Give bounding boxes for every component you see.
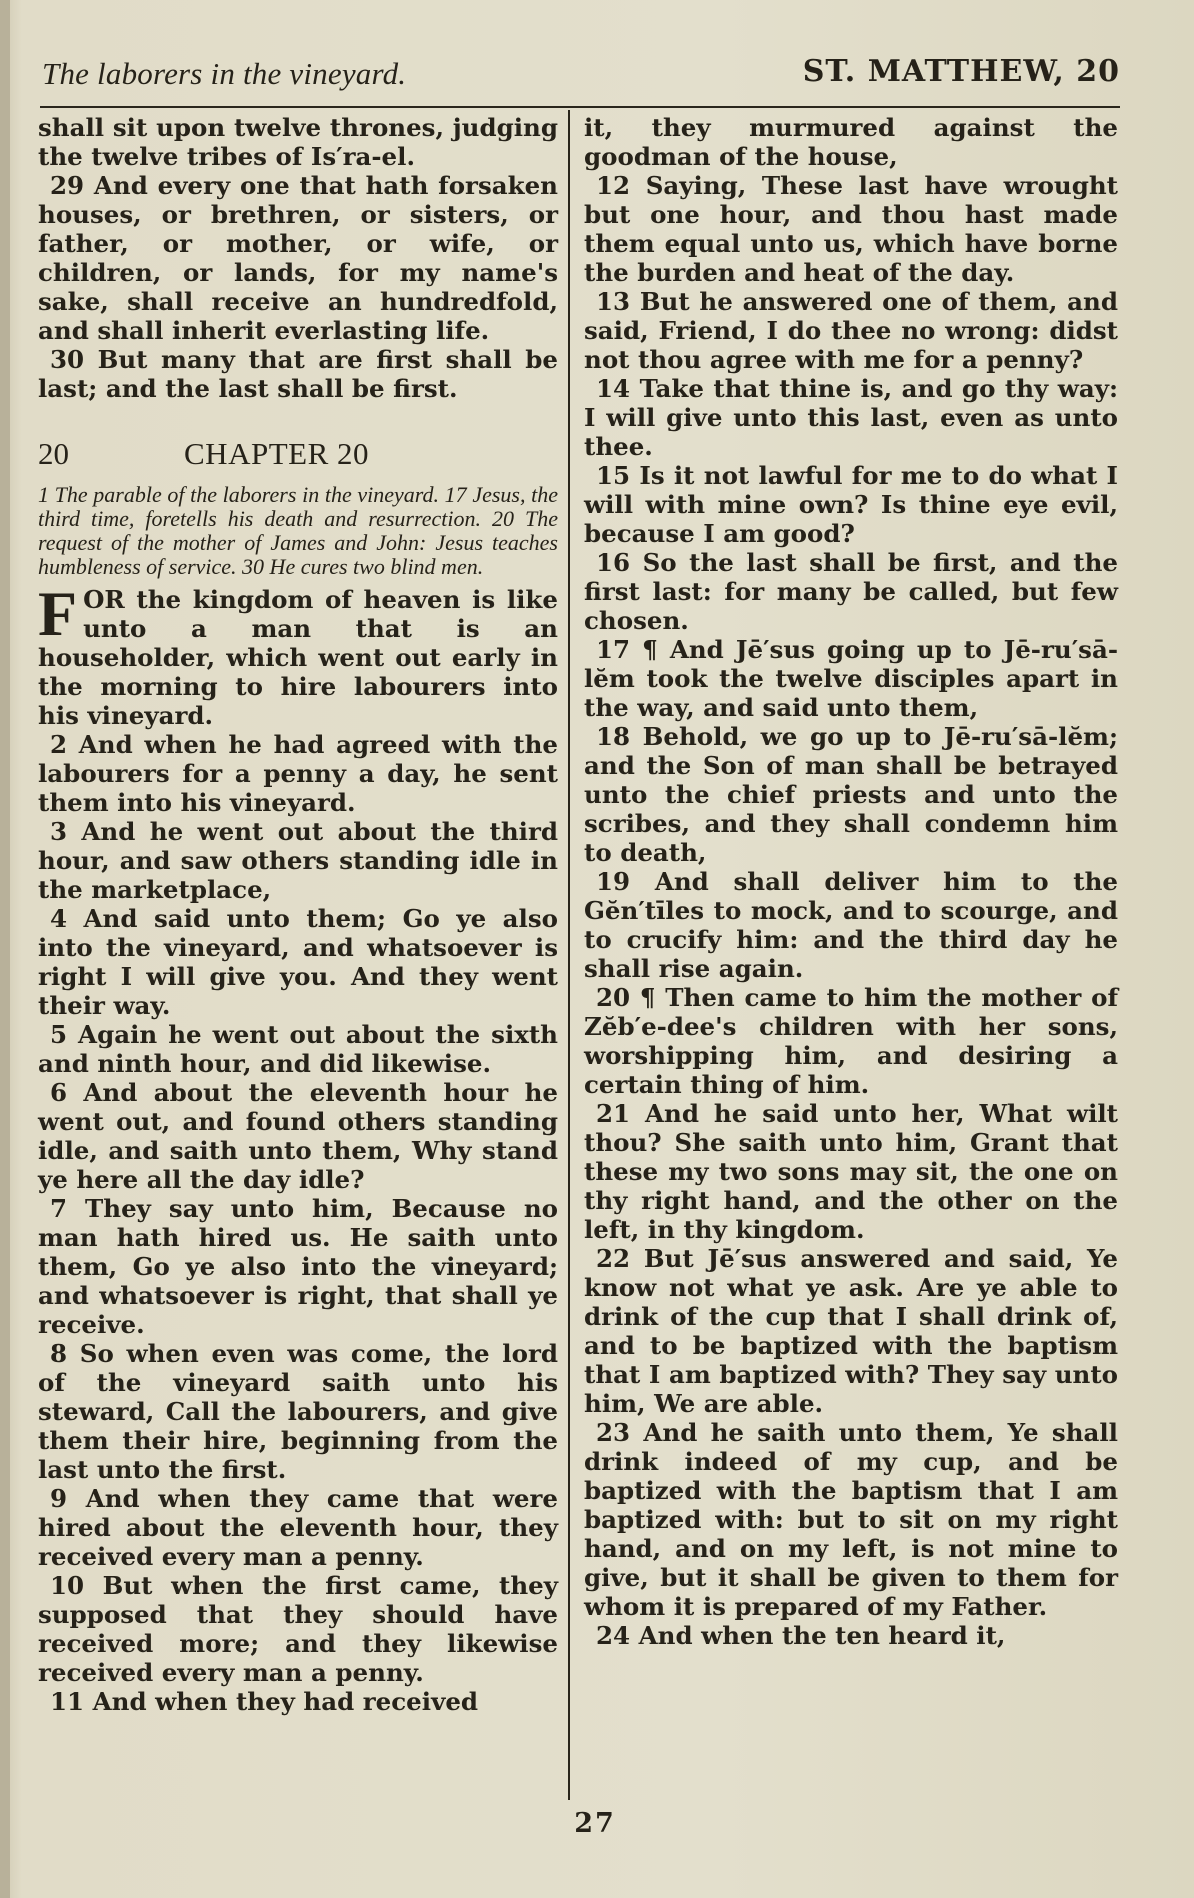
chapter-title: CHAPTER 20 (184, 436, 369, 471)
verse-13: 13 But he answered one of them, and said, Friend, I do thee no wrong: didst not thou agree with me for a penny? (584, 287, 1118, 374)
verse-5: 5 Again he went out about the sixth and ninth hour, and did likewise. (38, 1020, 558, 1078)
verse-19: 19 And shall deliver him to the Gĕn′tīles to mock, and to scourge, and to crucify him: and the third day he shall rise again. (584, 867, 1118, 983)
verse-4: 4 And said unto them; Go ye also into the vineyard, and whatsoever is right I will give you. And they went their way. (38, 904, 558, 1020)
verse-28-continuation: shall sit upon twelve thrones, judging the twelve tribes of Is′ra-el. (38, 113, 558, 171)
verse-6: 6 And about the eleventh hour he went out, and found others standing idle, and saith unto them, Why stand ye here all the day idle? (38, 1078, 558, 1194)
verse-7: 7 They say unto him, Because no man hath hired us. He saith unto them, Go ye also into the vineyard; and whatsoever is right, that shall ye receive. (38, 1194, 558, 1339)
header-rule (40, 106, 1120, 108)
verse-10: 10 But when the first came, they supposed that they should have received more; and they likewise received every man a penny. (38, 1571, 558, 1687)
verse-22: 22 But Jē′sus answered and said, Ye know not what ye ask. Are ye able to drink of the cup that I shall drink of, and to be baptized with the baptism that I am baptized with? They say unto him, We are able. (584, 1244, 1118, 1418)
verse-11: 11 And when they had received (50, 1687, 479, 1716)
verse-16: 16 So the last shall be first, and the first last: for many be called, but few chosen. (584, 548, 1118, 635)
verse-9: 9 And when they came that were hired about the eleventh hour, they received every man a penny. (38, 1484, 558, 1571)
verse-1 (38, 578, 558, 730)
running-head: The laborers in the vineyard. (42, 56, 407, 91)
book-chapter-heading: ST. MATTHEW, 20 (802, 54, 1120, 89)
left-column (38, 113, 558, 1716)
chapter-heading (38, 431, 558, 475)
verse-17: 17 ¶ And Jē′sus going up to Jē-ru′sā-lĕm took the twelve disciples apart in the way, and said unto them, (584, 635, 1118, 722)
verse-29: 29 And every one that hath forsaken houses, or brethren, or sisters, or father, or mother, or wife, or children, or lands, for my name's sake, shall receive an hundredfold, and shall inherit everlasting life. (38, 171, 558, 345)
drop-cap: F (38, 578, 78, 649)
page-number: 27 (574, 1808, 616, 1839)
verse-23: 23 And he saith unto them, Ye shall drink indeed of my cup, and be baptized with the baptism that I am baptized with: but to sit on my right hand, and on my left, is not mine to give, but it shall be given to them for whom it is prepared of my Father. (584, 1418, 1118, 1621)
verse-1-text: OR the kingdom of heaven is like unto a man that is an householder, which went out early in the morning to hire labourers into his vineyard. (38, 585, 558, 730)
verse-21: 21 And he said unto her, What wilt thou? She saith unto him, Grant that these my two sons may sit, the one on thy right hand, and the other on the left, in thy kingdom. (584, 1099, 1118, 1244)
verse-8: 8 So when even was come, the lord of the vineyard saith unto his steward, Call the labourers, and give them their hire, beginning from the last unto the first. (38, 1339, 558, 1484)
verse-2: 2 And when he had agreed with the labourers for a penny a day, he sent them into his vineyard. (38, 730, 558, 817)
chapter-summary: 1 The parable of the laborers in the vineyard. 17 Jesus, the third time, foretells his death and resurrection. 20 The request of the mother of James and John: Jesus teaches humbleness of service. 30 He cures two blind men. (38, 482, 558, 579)
verse-20: 20 ¶ Then came to him the mother of Zĕb′e-dee's children with her sons, worshipping him, and desiring a certain thing of him. (584, 983, 1118, 1099)
page-binding-edge (0, 0, 10, 1898)
spacer (38, 403, 558, 431)
right-column (584, 113, 1118, 1650)
page-header (42, 52, 1120, 102)
chapter-marker: 20 (38, 436, 69, 471)
verse-12: 12 Saying, These last have wrought but one hour, and thou hast made them equal unto us, which have borne the burden and heat of the day. (584, 171, 1118, 287)
verse-15: 15 Is it not lawful for me to do what I will with mine own? Is thine eye evil, because I am good? (584, 461, 1118, 548)
column-divider (568, 110, 570, 1800)
verse-30: 30 But many that are first shall be last; and the last shall be first. (38, 345, 558, 403)
verse-11-continuation: it, they murmured against the goodman of the house, (584, 113, 1118, 171)
verse-18: 18 Behold, we go up to Jē-ru′sā-lĕm; and the Son of man shall be betrayed unto the chief priests and unto the scribes, and they shall condemn him to death, (584, 722, 1118, 867)
verse-24: 24 And when the ten heard it, (596, 1621, 1006, 1650)
verse-3: 3 And he went out about the third hour, and saw others standing idle in the marketplace, (38, 817, 558, 904)
verse-14: 14 Take that thine is, and go thy way: I will give unto this last, even as unto thee. (584, 374, 1118, 461)
